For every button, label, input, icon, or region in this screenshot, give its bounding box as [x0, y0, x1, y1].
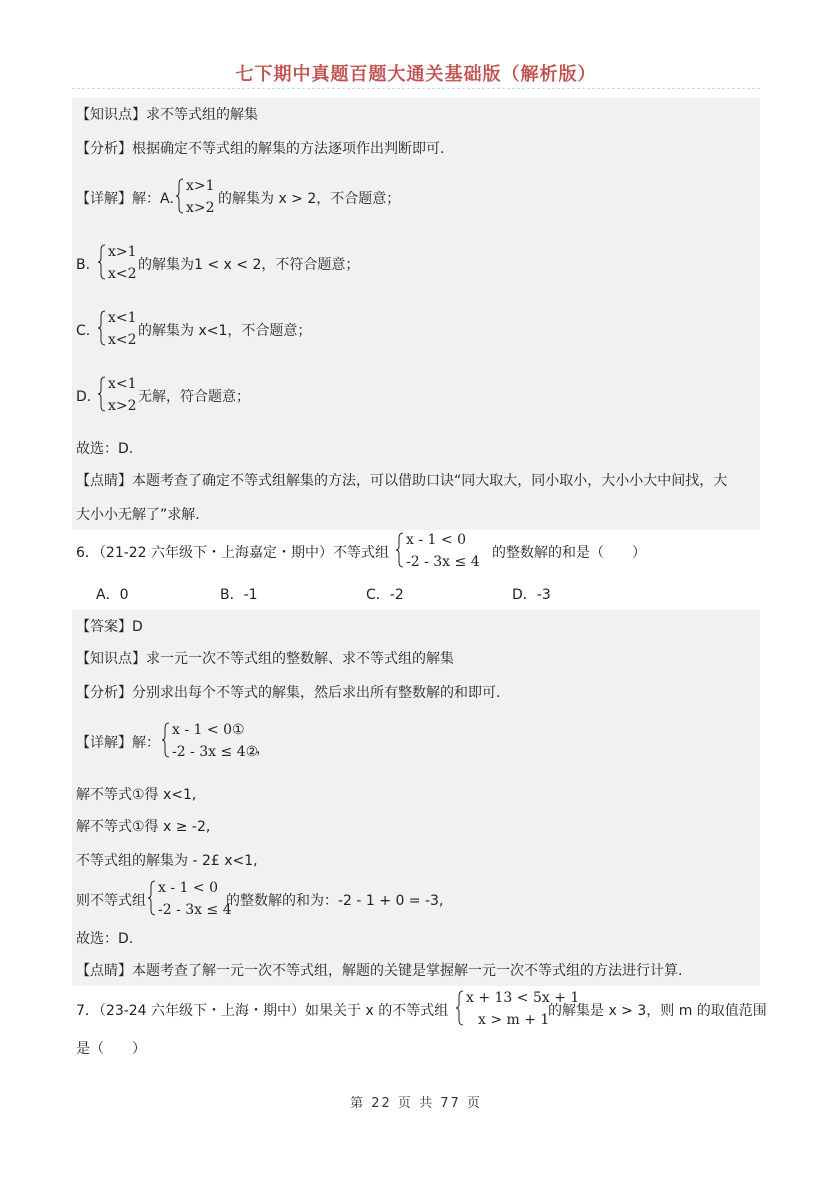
q7-system-row-2: x > m + 1	[478, 1012, 550, 1028]
choice-5: 故选：D.	[76, 441, 134, 457]
comment-6: 【点睛】本题考查了解一元一次不等式组，解题的关键是掌握解一元一次不等式组的方法进行计算.	[76, 963, 683, 979]
analysis-5: 【分析】根据确定不等式组的解集的方法逐项作出判断即可.	[76, 141, 445, 157]
q6-system-row-2: -2 - 3x ≤ 4	[406, 554, 480, 570]
system-a-row-2: x>2	[186, 200, 215, 216]
detail-6-row-1: x - 1 < 0①	[172, 722, 245, 738]
title-divider	[72, 88, 760, 89]
detail-prefix-6: 【详解】解：	[76, 735, 160, 751]
answer-6: 【答案】D	[76, 619, 143, 635]
knowledge-point-6: 【知识点】求一元一次不等式组的整数解、求不等式组的解集	[76, 651, 454, 667]
system-d-row-1: x<1	[108, 376, 137, 392]
detail-prefix-5: 【详解】解：A.	[76, 191, 174, 207]
left-brace-icon	[98, 244, 106, 280]
question-6-stem-tail: 的整数解的和是（ ）	[492, 545, 646, 561]
result-b: 的解集为1 < x < 2，不符合题意；	[138, 257, 360, 273]
left-brace-icon	[162, 722, 170, 758]
system-c-row-1: x<1	[108, 310, 137, 326]
analysis-6: 【分析】分别求出每个不等式的解集，然后求出所有整数解的和即可.	[76, 685, 501, 701]
option-c: C．-2	[366, 587, 404, 603]
left-brace-icon	[456, 990, 464, 1026]
step-4-row-1: x - 1 < 0	[158, 880, 218, 896]
system-d-row-2: x>2	[108, 398, 137, 414]
left-brace-icon	[98, 310, 106, 346]
step-3: 不等式组的解集为 - 2£ x<1,	[76, 853, 258, 869]
step-4-row-2: -2 - 3x ≤ 4	[158, 902, 232, 918]
left-brace-icon	[98, 376, 106, 412]
option-a: A．0	[96, 587, 129, 603]
left-brace-icon	[396, 532, 404, 568]
solution-block-5	[72, 98, 760, 530]
option-d: D．-3	[512, 587, 551, 603]
system-b-row-1: x>1	[108, 244, 137, 260]
q7-system-row-1: x + 13 < 5x + 1	[466, 990, 580, 1006]
left-brace-icon	[176, 178, 184, 214]
step-4-tail: 的整数解的和为：-2 - 1 + 0 = -3,	[226, 893, 444, 909]
result-c: 的解集为 x<1，不合题意；	[138, 323, 312, 339]
system-a-row-1: x>1	[186, 178, 215, 194]
question-7-stem: 7．（23-24 六年级下・上海・期中）如果关于 x 的不等式组	[76, 1003, 449, 1019]
detail-6-row-2: -2 - 3x ≤ 4②	[172, 744, 259, 760]
option-b-label: B.	[76, 257, 91, 273]
step-1: 解不等式①得 x<1,	[76, 787, 197, 803]
system-c-row-2: x<2	[108, 332, 137, 348]
choice-6: 故选：D.	[76, 931, 134, 947]
option-b: B．-1	[220, 587, 258, 603]
system-b-row-2: x<2	[108, 266, 137, 282]
page-title: 七下期中真题百题大通关基础版（解析版）	[235, 64, 597, 85]
step-4-prefix: 则不等式组	[76, 893, 146, 909]
detail-6-tail: ，	[256, 741, 270, 757]
result-a: 的解集为 x > 2，不合题意；	[218, 191, 401, 207]
comment-5-line-1: 【点睛】本题考查了确定不等式组解集的方法，可以借助口诀“同大取大，同小取小，大小小大中间找，大	[76, 473, 728, 489]
question-7-stem-tail: 的解集是 x > 3，则 m 的取值范围	[548, 1003, 767, 1019]
option-d-label: D.	[76, 389, 92, 405]
page-footer: 第 22 页 共 77 页	[350, 1096, 482, 1111]
option-c-label: C.	[76, 323, 91, 339]
q6-system-row-1: x - 1 < 0	[406, 532, 466, 548]
comment-5-line-2: 大小小无解了”求解.	[76, 507, 200, 523]
question-7-stem-line-2: 是（ ）	[76, 1041, 146, 1057]
step-2: 解不等式①得 x ≥ -2,	[76, 819, 211, 835]
knowledge-point-5: 【知识点】求不等式组的解集	[76, 107, 258, 123]
result-d: 无解，符合题意；	[138, 389, 250, 405]
left-brace-icon	[148, 880, 156, 916]
question-6-stem: 6．（21-22 六年级下・上海嘉定・期中）不等式组	[76, 545, 390, 561]
